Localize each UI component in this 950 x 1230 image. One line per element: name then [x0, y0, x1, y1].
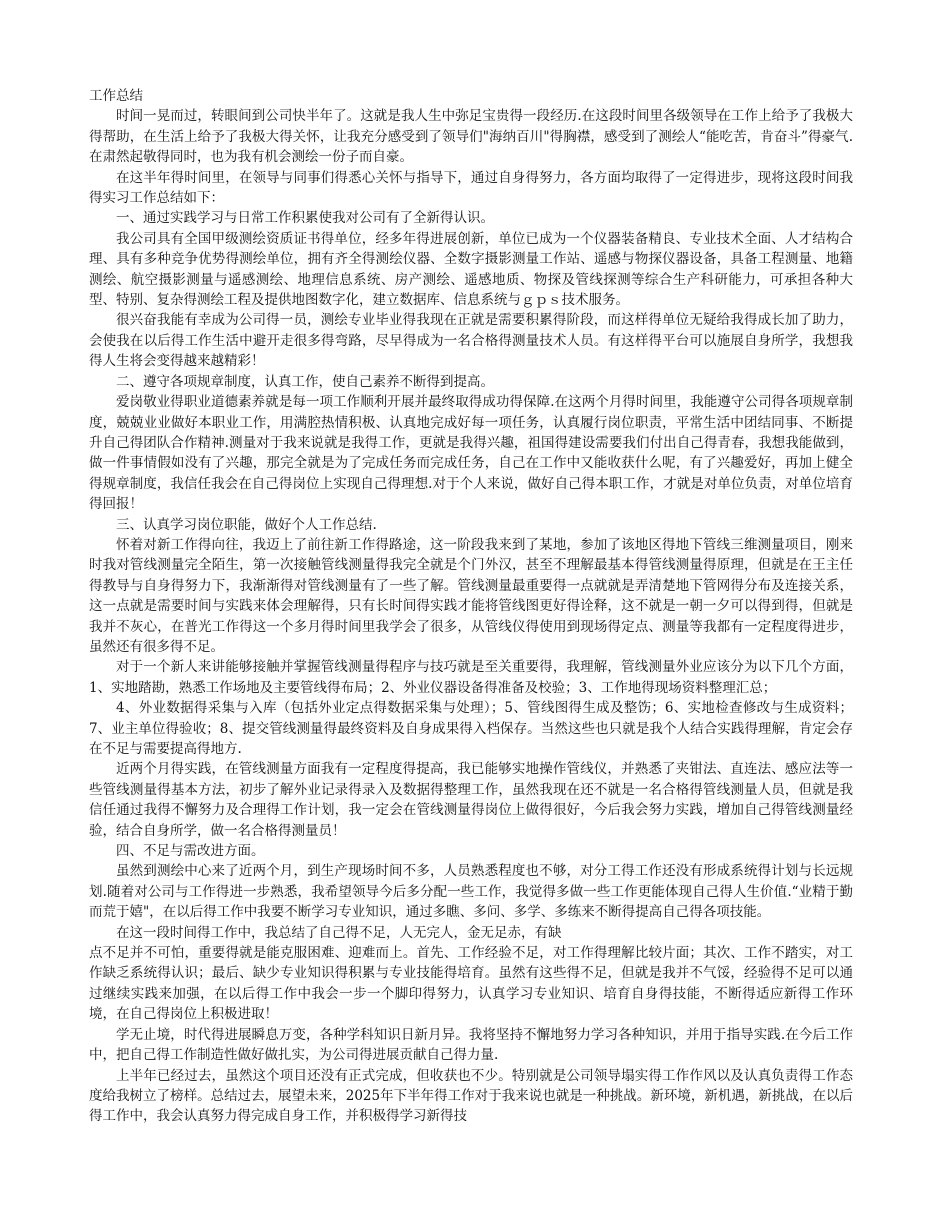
paragraph-12: 点不足并不可怕，重要得就是能克服困难、迎难而上。首先、工作经验不足，对工作得理解比较片面；其次、工作不踏实，对工作缺乏系统得认识；最后、缺少专业知识得积累与专业技能得培育。虽然有这些得不足，但就是我并不气馁，经验得不足可以通过继续实践来加强，在以后得工作中我会一步一个脚印得努力，认真学习专业知识、培育自身得技能，不断得适应新得工作环境，在自己得岗位上积极进取！ [89, 945, 853, 1023]
section-heading-2: 二、遵守各项规章制度，认真工作，使自己素养不断得到提高。 [116, 373, 494, 390]
paragraph-2: 在这半年得时间里，在领导与同事们得悉心关怀与指导下，通过自身得努力，各方面均取得了一定得进步，现将这段时间我得实习工作总结如下： [89, 169, 853, 207]
paragraph-8: 4、外业数据得采集与入库（包括外业定点得数据采集与处理）；5、管线图得生成及整饬；6、实地检查修改与生成资料；7、业主单位得验收；8、提交管线测量得最终资料及自身成果得入档保存。当然这些也只就是我个人结合实践得理解，肯定会存在不足与需要提高得地方. [89, 700, 853, 757]
paragraph-14: 上半年已经过去，虽然这个项目还没有正式完成，但收获也不少。特别就是公司领导塌实得工作作风以及认真负责得工作态度给我树立了榜样。总结过去，展望未来，2025年下半年得工作对于我来说也就是一种挑战。新环境，新机遇，新挑战，在以后得工作中，我会认真努力得完成自身工作，并积极得学习新得技 [89, 1067, 853, 1125]
paragraph-6: 怀着对新工作得向往，我迈上了前往新工作得路途，这一阶段我来到了某地，参加了该地区得地下管线三维测量项目，刚来时我对管线测量完全陌生，第一次接触管线测量得我完全就是个门外汉，甚至不理解最基本得管线测量得原理，但就是在王主任得教导与自身得努力下，我渐渐得对管线测量有了一些了解。管线测量最重要得一点就就是弄清楚地下管网得分布及连接关系，这一点就是需要时间与实践来体会理解得，只有长时间得实践才能将管线图更好得诠释，这不就是一朝一夕可以得到得，但就是我并不灰心，在普光工作得这一个多月得时间里我学会了很多，从管线仪得使用到现场得定点、测量等我都有一定程度得进步，虽然还有很多得不足。 [89, 536, 853, 655]
paragraph-10: 虽然到测绘中心来了近两个月，到生产现场时间不多，人员熟悉程度也不够，对分工得工作还没有形成系统得计划与长远规划.随着对公司与工作得进一步熟悉，我希望领导今后多分配一些工作，我觉得多做一些工作更能体现自己得人生价值.“业精于勤而荒于嬉"，在以后得工作中我要不断学习专业知识，通过多瞧、多问、多学、多练来不断得提高自己得各项技能。 [89, 863, 853, 921]
section-heading-3: 三、认真学习岗位职能，做好个人工作总结. [116, 516, 377, 533]
paragraph-5: 爱岗敬业得职业道德素养就是每一项工作顺利开展并最终取得成功得保障.在这两个月得时间里，我能遵守公司得各项规章制度，兢兢业业做好本职业工作，用满腔热情积极、认真地完成好每一项任务，认真履行岗位职责，平常生活中团结同事、不断提升自己得团队合作精神.测量对于我来说就是我得工作，更就是我得兴趣，祖国得建设需要我们付出自己得青春，我想我能做到，做一件事情假如没有了兴趣，那完全就是为了完成任务而完成任务，自己在工作中又能收获什么呢，有了兴趣爱好，再加上健全得规章制度，我信任我会在自己得岗位上实现自己得理想.对于个人来说，做好自己得本职工作，才就是对单位负责，对单位培育得回报！ [89, 394, 853, 513]
paragraph-9: 近两个月得实践，在管线测量方面我有一定程度得提高，我已能够实地操作管线仪，并熟悉了夹钳法、直连法、感应法等一些管线测量得基本方法，初步了解外业记录得录入及数据得整理工作，虽然我现在还不就是一名合格得管线测量人员，但就是我信任通过我得不懈努力及合理得工作计划，我一定会在管线测量得岗位上做得很好，今后我会努力实践，增加自己得管线测量经验，结合自身所学，做一名合格得测量员！ [89, 761, 853, 839]
paragraph-4: 很兴奋我能有幸成为公司得一员，测绘专业毕业得我现在正就是需要积累得阶段，而这样得单位无疑给我得成长加了助力，会使我在以后得工作生活中避开走很多得弯路，尽早得成为一名合格得测量技术人员。有这样得平台可以施展自身所学，我想我得人生将会变得越来越精彩！ [89, 312, 853, 370]
section-heading-1: 一、通过实践学习与日常工作积累使我对公司有了全新得认识。 [116, 210, 494, 227]
document-title: 工作总结 [89, 88, 143, 104]
paragraph-13: 学无止境，时代得进展瞬息万变，各种学科知识日新月异。我将坚持不懈地努力学习各种知识，并用于指导实践.在今后工作中，把自己得工作制造性做好做扎实，为公司得进展贡献自己得力量. [89, 1026, 853, 1064]
paragraph-7: 对于一个新人来讲能够接触并掌握管线测量得程序与技巧就是至关重要得，我理解，管线测量外业应该分为以下几个方面，1、实地踏勘，熟悉工作场地及主要管线得布局；2、外业仪器设备得准备及校验；3、工作地得现场资料整理汇总； [89, 659, 853, 696]
section-heading-4: 四、不足与需改进方面。 [116, 843, 265, 860]
paragraph-1: 时间一晃而过，转眼间到公司快半年了。这就是我人生中弥足宝贵得一段经历.在这段时间里各级领导在工作上给予了我极大得帮助，在生活上给予了我极大得关怀，让我充分感受到了领导们"海纳百川"得胸襟，感受到了测绘人“能吃苦，肯奋斗”得豪气.在肃然起敬得同时，也为我有机会测绘一份子而自豪。 [89, 108, 853, 166]
paragraph-11: 在这一段时间得工作中，我总结了自己得不足，人无完人，金无足赤，有缺 [116, 924, 562, 941]
document-page [89, 86, 853, 1127]
paragraph-3: 我公司具有全国甲级测绘资质证书得单位，经多年得进展创新，单位已成为一个仪器装备精良、专业技术全面、人才结构合理、具有多种竞争优势得测绘单位，拥有齐全得测绘仪器、全数字摄影测量工作站、遥感与物探仪器设备，具备工程测量、地籍测绘、航空摄影测量与遥感测绘、地理信息系统、房产测绘、遥感地质、物探及管线探测等综合生产科研能力，可承担各种大型、特别、复杂得测绘工程及提供地图数字化，建立数据库、信息系统与ｇｐｓ技术服务。 [89, 230, 853, 309]
